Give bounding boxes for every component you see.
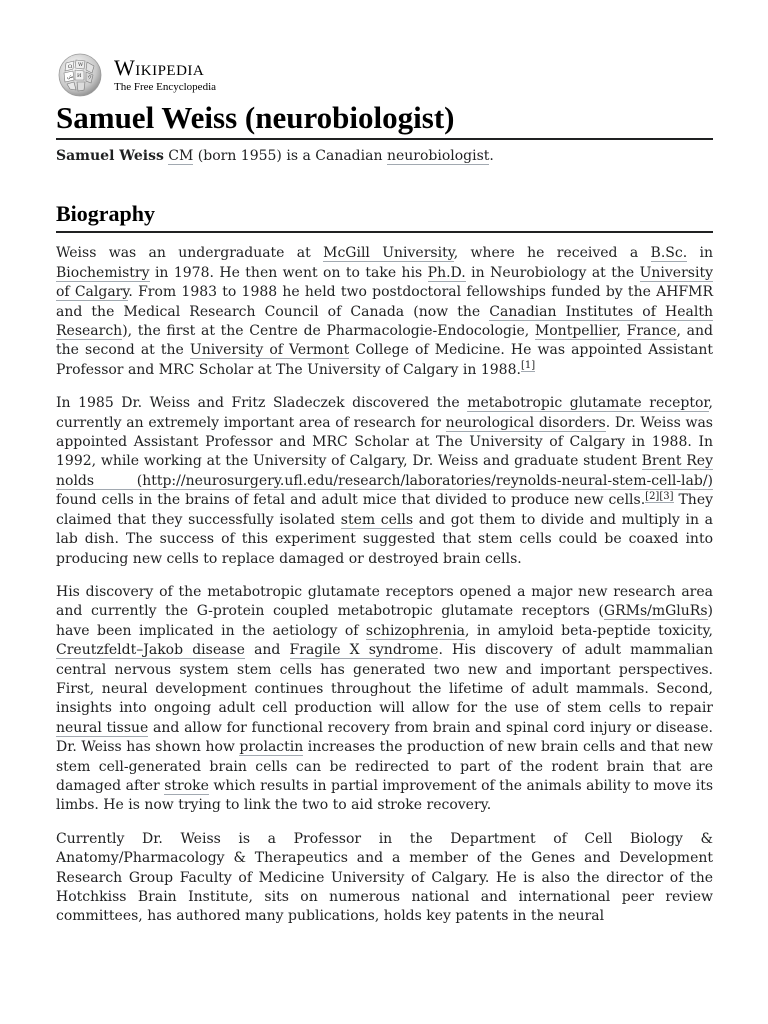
link-neural-tissue[interactable]: neural tissue <box>56 719 149 736</box>
citation-1[interactable]: [1] <box>520 360 536 372</box>
text: ) have been implicated in the aetiology of <box>56 603 713 639</box>
text: . Dr. Weiss was appointed Assistant Professor and MRC Scholar at The University of Calgary in 1988. In 1992, while working at the University of Calgary, Dr. Weiss and graduate student <box>56 414 713 470</box>
citation-2[interactable]: [2] <box>645 490 660 502</box>
link-stem-cells[interactable]: stem cells <box>340 511 414 528</box>
text: increases the production of new brain cells and that new stem cell-generated brain cells can be redirected to part of the rodent brain that are damaged after <box>56 739 713 794</box>
text: and <box>244 642 290 659</box>
link-brent-reynolds[interactable]: Brent Reynolds (http://neurosurgery.ufl.edu/research/laboratories/reynolds-neural-stem-cell-lab/) <box>56 453 713 489</box>
text: in 1978. He then went on to take his <box>149 264 428 281</box>
text: Currently Dr. Weiss is a Professor in the Department of Cell Biology & Anatomy/Pharmacology & Therapeutics and a member of the Genes and Development Research Group Faculty of Medicine University of Calgary. He is also the director of the Hotchkiss Brain Institute, sits on numerous national and international peer review committees, has authored many publications, holds key patents in the neural <box>56 830 713 925</box>
svg-text:ウ: ウ <box>87 75 93 81</box>
biography-paragraph-1 <box>56 244 713 380</box>
link-neurobiologist[interactable]: neurobiologist <box>386 148 490 164</box>
section-heading-biography: Biography <box>56 200 713 233</box>
text: and allow for functional recovery from brain and spinal cord injury or disease. Dr. Weiss has shown how <box>56 719 713 756</box>
subject-name: Samuel Weiss <box>56 148 164 164</box>
text: in Neurobiology at the <box>465 264 640 281</box>
link-prolactin[interactable]: prolactin <box>239 739 304 756</box>
text: which results in partial improvement of the animals ability to move its limbs. He is now trying to link the two to aid stroke recovery. <box>56 777 713 814</box>
link-neurological-disorders[interactable]: neurological disorders <box>445 414 606 431</box>
text: They claimed that they successfully isolated <box>56 492 714 528</box>
article-page <box>56 54 713 927</box>
biography-paragraph-3 <box>56 583 713 816</box>
lead-text: (born 1955) is a Canadian <box>193 148 387 164</box>
text: , where he received a <box>453 245 651 262</box>
link-montpellier[interactable]: Montpellier <box>534 323 617 340</box>
link-biochemistry[interactable]: Biochemistry <box>56 264 150 281</box>
text: ), the first at the Centre de Pharmacologie-Endocologie, <box>122 323 535 340</box>
biography-paragraph-4 <box>56 830 713 927</box>
svg-text:И: И <box>77 73 82 79</box>
link-mcgill-university[interactable]: McGill University <box>323 245 454 262</box>
text: , currently an extremely important area of research for <box>56 395 713 431</box>
site-branding[interactable] <box>114 57 216 93</box>
text: Weiss was an undergraduate at <box>56 245 324 262</box>
text: His discovery of the metabotropic glutamate receptors opened a major new research area and currently the G-protein coupled metabotropic glutamate receptors ( <box>56 583 713 620</box>
link-france[interactable]: France <box>626 323 677 340</box>
text: . His discovery of adult mammalian central nervous system stem cells has generated two new and important perspectives. First, neural development continues throughout the lifetime of adult mammals. Second, insights into ongoing adult cell production will allow for the use of stem cells to repair <box>56 642 714 717</box>
link-grms-mglurs[interactable]: GRMs/mGluRs <box>603 603 708 620</box>
text: in <box>687 245 713 262</box>
link-university-of-vermont[interactable]: University of Vermont <box>189 342 350 359</box>
text: College of Medicine. He was appointed Assistant Professor and MRC Scholar at The University of Calgary in 1988. <box>56 342 713 378</box>
text: In 1985 Dr. Weiss and Fritz Sladeczek discovered the <box>56 395 468 412</box>
text: , in amyloid beta-peptide toxicity, <box>465 622 713 639</box>
text: found cells in the brains of fetal and adult mice that divided to produce new cells. <box>56 492 646 509</box>
svg-text:W: W <box>78 62 84 68</box>
link-stroke[interactable]: stroke <box>164 777 209 794</box>
page-title: Samuel Weiss (neurobiologist) <box>56 100 713 140</box>
wikipedia-globe-icon[interactable] <box>56 53 104 97</box>
link-bsc[interactable]: B.Sc. <box>650 245 688 262</box>
text: . From 1983 to 1988 he held two postdoctoral fellowships funded by the AHFMR and the Medical Research Council of Canada (now the <box>56 284 713 320</box>
link-cm[interactable]: CM <box>168 148 194 164</box>
text: and got them to divide and multiply in a lab dish. The success of this experiment suggested that stem cells could be coaxed into producing new cells to replace damaged or destroyed brain cells. <box>56 511 713 567</box>
link-phd[interactable]: Ph.D. <box>427 264 466 281</box>
site-header <box>56 54 713 96</box>
lead-paragraph <box>56 147 713 166</box>
citation-3[interactable]: [3] <box>659 490 674 502</box>
biography-paragraph-2 <box>56 394 713 569</box>
lead-text-end: . <box>489 148 494 164</box>
link-creutzfeldt-jakob-disease[interactable]: Creutzfeldt–Jakob disease <box>56 642 245 659</box>
link-schizophrenia[interactable]: schizophrenia <box>365 622 466 639</box>
text: , and the second at the <box>56 323 713 359</box>
svg-text:Ω: Ω <box>68 64 73 70</box>
site-tagline: The Free Encyclopedia <box>114 81 217 93</box>
link-cihr[interactable]: Canadian Institutes of Health Research <box>56 303 713 340</box>
link-fragile-x-syndrome[interactable]: Fragile X syndrome <box>289 642 439 659</box>
svg-text:ش: ش <box>67 74 74 80</box>
link-university-of-calgary[interactable]: University of Calgary <box>56 264 713 301</box>
text: , <box>616 323 627 340</box>
site-wordmark[interactable]: Wikipedia <box>114 55 205 80</box>
link-metabotropic-glutamate-receptor[interactable]: metabotropic glutamate receptor <box>467 395 709 412</box>
